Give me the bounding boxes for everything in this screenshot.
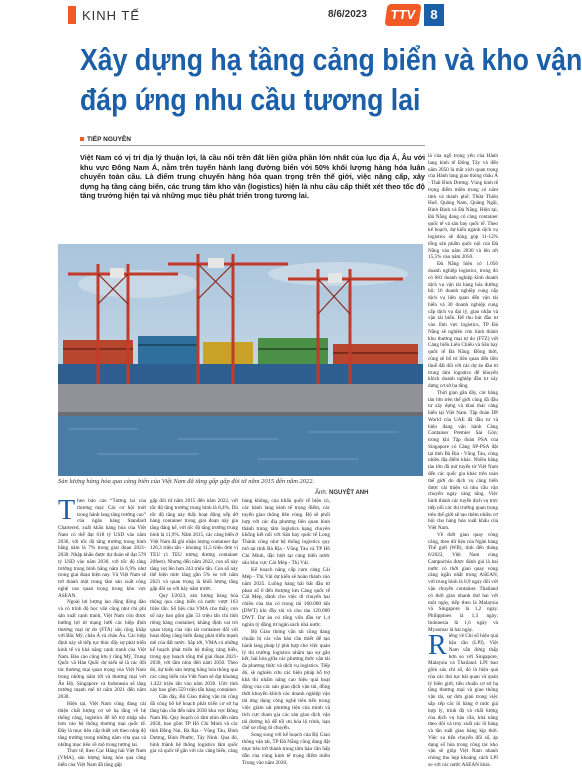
newspaper-logo: TTV [384,4,421,26]
paragraph: Thời gian gần đây, các hãng tàu lớn trên thế giới cũng đã đầu tư xây dựng và khai thác cảng biển tại Việt Nam. Tập đoàn DP World của UAE đã đầu tư và hiện đang vận hành Cảng Container Premier Sài Gòn; trong khi Tập đoàn PSA của Singapore có Cảng SP-PSA đặt tại tỉnh Bà Rịa - Vũng Tàu, cùng nhiều địa điểm khác. Nhiều hãng tàu lớn đã mở tuyến từ Việt Nam đến các quốc gia khác trên toàn thế giới do dịch vụ cảng biển được cải thiện và nhu cầu vận chuyển ngày càng tăng. Việc hình thành các tuyến dịch vụ trực tiếp nổi các thị trường quan trọng trên thế giới sẽ tạo thêm nhiều cơ hội cho hàng hóa xuất khẩu của Việt Nam. [428,389,498,532]
paragraph: Bộ Giao thông vận tải cũng đang chuẩn bị các văn bản cần thiết để tạo hành lang pháp lý phù hợp cho việc quản lý thị trường logistics nhằm tạo sự gắn kết, hài hòa giữa các phương thức vận tải đa phương thức và dịch vụ logistics. Tiếp đó, sẽ nghiên cứu các biện pháp hỗ trợ khả thi nhằm nâng cao hiệu quả hoạt động của các sản giao dịch vận tải, đồng thời khuyến khích các doanh nghiệp vận tải ứng dụng công nghệ tiên tiến trong việc giám sát phương tiện của mình và tích cực tham gia các sản giao dịch vận tải đường bộ để tối ưu hóa lộ trình, hạn chế xe rỗng di chuyển. [242,628,330,732]
paragraph: Thực tế, theo Cục Hàng hải Việt Nam (VMA), sản lượng hàng hóa qua cảng biển của Việt Nam đã tăng gấp [58,748,146,768]
page-number: 8 [424,4,444,26]
paragraph: Ngoài lợi lượng lao động đông đảo và có trình độ học vấn cũng như chi phí sản xuất cạnh tranh, Việt Nam còn được hưởng lợi từ mạng lưới các hiệp định thương mại tự do (FTA) sâu rộng khắp với Bắc Mỹ, châu Á và châu Âu. Các hiệp định này sẽ tiếp tục thúc đẩy sự phát triển kinh tế và khả năng cạnh tranh của Việt Nam. Báo cáo cũng lưu ý rằng Mỹ, Trung Quốc và Hàn Quốc dự kiến sẽ là các đối tác thương mại quan trọng của Việt Nam trong những năm tới và thương mại với Ấn Độ, Singapore và Indonesia sẽ tăng trưởng mạnh mẽ từ năm 2021 đến năm 2030. [58,599,146,701]
port-photo [58,244,423,476]
article-lead: Việt Nam có vị trí địa lý thuận lợi, là cầu nối trên đất liền giữa phần lớn nhất của lục địa Á, Âu với khu vực Đông Nam Á, nằm trên tuyến hành lang đường biển với 50% khối lượng hàng hóa luân chuyển toàn cầu. Là điểm trung chuyển hàng hóa quan trọng trên thế giới, việc nâng cấp, xây dựng hạ tầng cảng biển, các trung tâm kho vận (logistics) hiện là nhu cầu cấp thiết xét theo tốc độ tăng trưởng hiện tại và những mục tiêu phát triển trong tương lai. [80,153,425,201]
section-label: KINH TẾ [82,8,141,23]
credit-name: NGUYỆT ANH [329,490,369,496]
paragraph: Quý I/2023, sản lượng hàng hóa thông qua cảng biển cả nước vượt 163 triệu tấn. Số liệu của VMA cho thấy, con số này bao gồm gần 53 triệu tấn chỉ tính riêng hàng container, khẳng định vai trò quan trọng của vận tải container đối với hoạt động cảng biển đang phát triển mạnh mẽ của đất nước. Sắp tới, VMA có những kế hoạch phát triển hệ thống cảng biển, trong quy hoạch tổng thể giai đoạn 2021-2030, với tầm nhìn đến năm 2050. Theo đó, dự kiến sản lượng hàng hóa thông qua các cảng biển của Việt Nam sẽ đạt khoảng 1.422 triệu tấn vào năm 2030. Ước tính này bao gồm 559 triệu tấn hàng container. [150,592,238,694]
paragraph: Hiện tại, Việt Nam cũng đang cải thiện chất lượng cơ sở hạ tầng về hệ thống cảng, logistics để hỗ trợ nhập sâu hơn vào hệ thống thương mại quốc tế. Đây là mục tiêu cấp thiết xét theo nhịp độ tăng trưởng trong những năm vừa qua và những mục tiêu về mô trong tương lai. [58,700,146,748]
article-headline [80,40,582,120]
paragraph-text: heo báo cáo “Tương lai của thương mại: Các cơ hội mới trong hành lang tăng trưởng cao” của ngân hàng Standard Chartered, xuất khẩu hàng hóa của Việt Nam có thể đạt 618 tỷ USD vào năm 2030, với tốc độ tăng trưởng trung bình hằng năm là 7% trong giai đoạn 2021-2030. Nhập khẩu được dự đoán sẽ đạt 578 tỷ USD vào năm 2030, với tốc độ tăng trưởng trung bình hằng năm là 6,9% như trong giai đoạn hiện nay. Và Việt Nam sẽ trở thành một trung tâm sản xuất công nghệ cao quan trọng trong khu vực ASEAN. [58,498,146,599]
paragraph [58,495,146,599]
paragraph: là của ngõ trọng yếu của Hành lang kinh tế Đông Tây và đến năm 2050 là mắt xích quan trọng của Hành lang giao thông châu Á - Thái Bình Dương. Vùng kinh tế trọng điểm miền trung có năm tỉnh và thành phố: Thừa Thiên Huế, Quảng Nam, Quảng Ngãi, Bình Định và Đà Nẵng. Hiện tại, Đà Nẵng đang có cảng container quốc tế và sân bay quốc tế. Theo kế hoạch, dự kiến ngành dịch vụ logistics sẽ đóng góp 11-12% tổng sản phẩm quốc nội của Đà Nẵng vào năm 2030 và lên tới 15,5% vào năm 2050. [428,153,498,261]
paragraph: gấp đôi từ năm 2015 đến năm 2022, với tốc độ tăng trưởng trung bình là 8,4%. Dù tốc độ tăng này thấy hoạt động xếp dỡ hàng container trong giai đoạn này gia tăng đáng kể, với tốc độ tăng trưởng trung bình là 11,9%. Năm 2015, các cảng biển ở Việt Nam đã ghi nhận lượng container đạt 126,3 triệu tấn - khoảng 11,5 triệu đơn vị TEU (1 TEU tương đương container 20feet). Nhưng đến năm 2022, con số này tăng vọt lên hơn 243 triệu tấn. Con số này thể hiện mức tăng gần 5% so với năm 2021 và quan trọng là khối lượng tăng gấp đôi so với bảy năm trước. [150,498,238,592]
photo-credit [315,490,368,496]
credit-prefix: Ảnh: [315,490,328,496]
headline-line: đáp ứng nhu cầu tương lai [80,82,421,117]
paragraph: Gần đây, Bộ Giao thông vận tải cũng đã công bố kế hoạch phát triển cơ sở hạ tầng hậu cần đến năm 2030 khu vực Đông Nam Bộ. Quy hoạch có tầm nhìn đến năm 2050, bao gồm TP Hồ Chí Minh và các tỉnh Đồng Nai, Bà Rịa - Vũng Tàu, Bình Dương, Bình Phước, Tây Ninh. Qua đó, hình thành hệ thống logistics tầm quốc gia và quốc tế gắn với các cảng biển, cảng [150,694,238,755]
headline-line: Xây dựng hạ tầng cảng biển và kho vận [80,42,582,77]
paragraph: Kế hoạch nâng cấp cụm cảng Cái Mép - Thị Vải dự kiến sẽ hoàn thành vào năm 2025. Luồng hàng hải bắt đầu từ phao số 0 đến thượng lưu Cảng quốc tế Cái Mép, dành cho việc di chuyển hai chiều của tàu có trọng tải 160.000 tấn (DWT) khi đầy tải và cho tàu 120.000 DWT. Dự án có tổng vốn đầu tư 1,4 nghìn tỷ đồng từ ngân sách nhà nước. [242,566,330,629]
body-column-4 [428,153,498,769]
paragraph: Về thời gian quay vòng cảng, theo dữ liệu của Ngân hàng Thế giới (WB), tính đến tháng 6/2022, Việt Nam cùng Campuchia được đánh giá là hai nước có thời gian quay vòng cảng ngắn nhất trong ASEAN, với trung bình là 0,9 ngày đối với vận chuyển container. Thailand có thời gian nhanh thứ hai với một ngày, tiếp theo là Malaysia và Singapore là 1,2 ngày. Philippines là 1,3 ngày; Indonesia là 1,6 ngày và Myanmar là hai ngày. [428,531,498,633]
page-header [0,0,500,32]
drop-cap: R [428,630,447,662]
author-byline: TIẾP NGUYÊN [80,136,131,143]
issue-date: 8/6/2023 [328,9,367,20]
body-column-2 [150,498,238,755]
body-column-3 [242,498,330,767]
paragraph: Song song với kế hoạch của Bộ Giao thông vận tải, TP Đà Nẵng cũng đang đặt mục tiêu trở thành trung tâm hậu cần hấp dẫn của vùng kinh tế trọng điểm miền Trung vào năm 2030, [242,732,330,766]
body-column-1 [58,495,146,769]
photo-caption: Sản lượng hàng hóa qua cảng biển của Việt Nam đã tăng gấp gấp đôi từ năm 2015 đến năm 2022. [58,478,315,485]
paragraph-text: iêng về Chỉ số hiệu quả hậu cần (LPI), Việt Nam vẫn đứng thấp hơn so với Singapore, Malaysia và Thailand. LPI bao gồm sáu chỉ số, đó là hiệu quả của các thủ tục hải quan và quản lý biên giới, tiêu chuẩn cơ sở hạ tầng thương mại và giao thông vận tải, sự đơn giản trong việc sắp xếp các lô hàng ở mức giá hợp lý, trình độ và chất lượng của dịch vụ hậu cần, khả năng theo dõi và truy xuất các lô hàng và tần suất giao hàng kịp thời. Việc xu tiến chuyển đổi số, áp dụng số hóa trong công tác kho vận sẽ giúp Việt Nam nhanh chóng thu hẹp khoảng cách LPI so với các nước ASEAN khác. [428,633,498,768]
paragraph: hàng không, của khẩu quốc tế hiện có, các hành lang kinh tế trọng điểm, các tuyến giao thông liên vùng. Bộ sẽ phối hợp với các địa phương liên quan hình thành trung tâm logistics hạng chuyên khống kết nối với Sân bay quốc tế Long Thành cũng như hệ thống logistics quy mô tại tỉnh Bà Rịa - Vũng Tàu và TP Hồ Chí Minh, đặc biệt tại cảng biển nước sâu khu vực Cái Mép - Thị Vải. [242,498,330,567]
container-port-illustration [58,244,423,476]
section-marker [68,6,76,24]
paragraph: Đà Nẵng hiện có 1.056 doanh nghiệp logistics, trong đó có 681 doanh nghiệp kinh doanh dịch vụ vận tải hàng hóa đường bộ; 16 doanh nghiệp cung cấp dịch vụ liên quan đến vận tải biển và 30 doanh nghiệp cung cấp dịch vụ đại lý, giao nhận và vận tải biển. Để thu hút đầu tư vào lĩnh vực logistics, TP Đà Nẵng sẽ nghiên cứu hình thành khu thương mại tự do (FTZ) với Cảng biển Liên Chiểu và Sân bay quốc tế Đà Nẵng. Đồng thời, cũng sẽ bố trí liên quan đến tiền thuế đất đối với các dự án đầu tư trung tâm logistics để khuyến khích doanh nghiệp đầu tư xây dựng cơ sở hạ tầng. [428,261,498,390]
paragraph [428,630,498,768]
drop-cap: T [58,495,76,526]
divider [80,145,425,146]
